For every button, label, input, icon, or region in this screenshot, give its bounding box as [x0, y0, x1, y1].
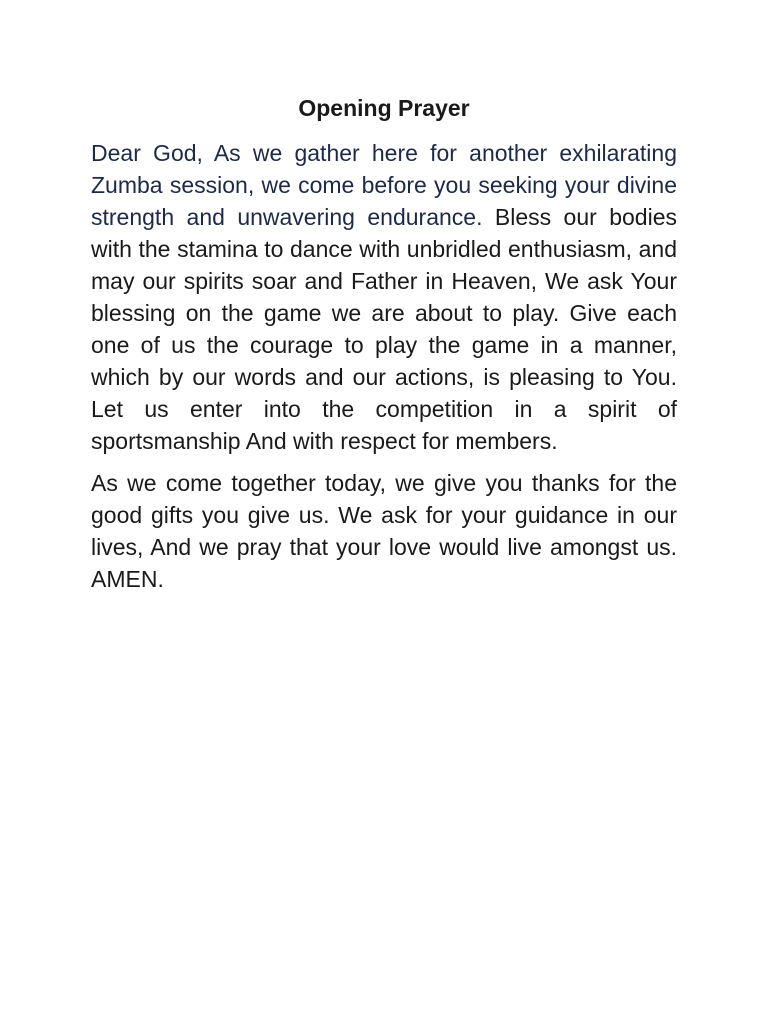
paragraph-1 — [91, 137, 677, 457]
prayer-body — [91, 137, 677, 595]
paragraph-1-opening: Dear God, As we gather here for another exhilarating Zumba session, we come before you seeking your divine strength and unwavering endurance. — [91, 140, 677, 230]
page-title: Opening Prayer — [298, 95, 470, 121]
paragraph-1-body: Bless our bodies with the stamina to dance with unbridled enthusiasm, and may our spirits soar and Father in Heaven, We ask Your blessing on the game we are about to play. Give each one of us the courage to play the game in a manner, which by our words and our actions, is pleasing to You. Let us enter into the competition in a spirit of sportsmanship And with respect for members. — [91, 204, 677, 454]
paragraph-2: As we come together today, we give you thanks for the good gifts you give us. We ask for your guidance in our lives, And we pray that your love would live amongst us. AMEN. — [91, 470, 677, 592]
